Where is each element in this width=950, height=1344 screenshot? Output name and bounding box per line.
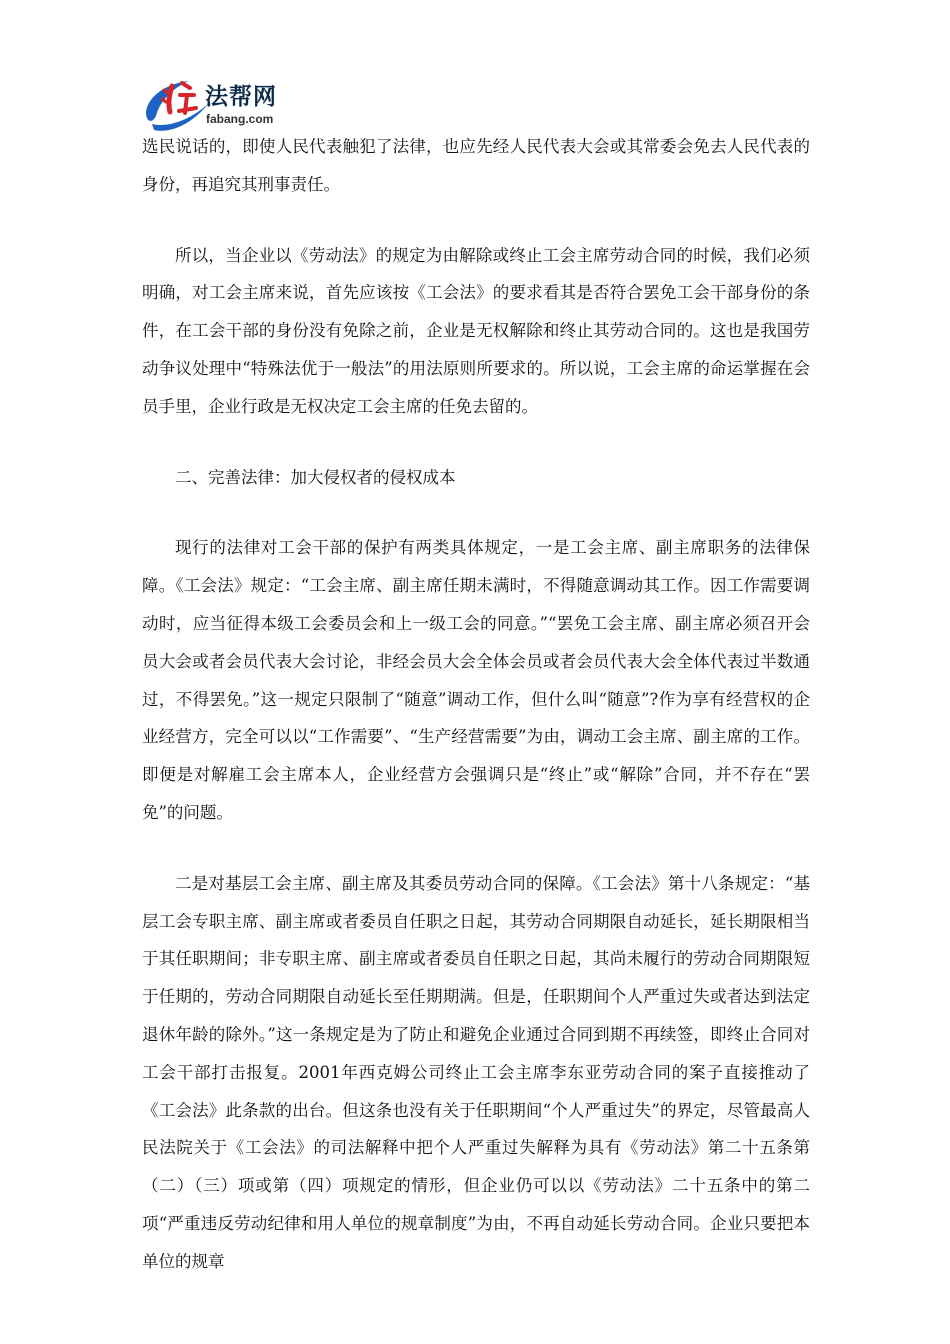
paragraph-union-chair-conclusion: 所以，当企业以《劳动法》的规定为由解除或终止工会主席劳动合同的时候，我们必须明确，对工会主席来说，首先应该按《工会法》的要求看其是否符合罢免工会干部身份的条件，在工会干部的身份没有免除之前，企业是无权解除和终止其劳动合同的。这也是我国劳动争议处理中“特殊法优于一般法”的用法原则所要求的。所以说，工会主席的命运掌握在会员手里，企业行政是无权决定工会主席的任免去留的。 (142, 245, 810, 416)
paragraph-continuation: 选民说话的，即使人民代表触犯了法律，也应先经人民代表大会或其常委会免去人民代表的身份，再追究其刑事责任。 (142, 137, 810, 194)
logo-url: fabang.com (206, 112, 274, 126)
paragraph-contract-guarantee: 二是对基层工会主席、副主席及其委员劳动合同的保障。《工会法》第十八条规定：“基层工会专职主席、副主席或者委员自任职之日起，其劳动合同期限自动延长，延长期限相当于其任职期间；非专职主席、副主席或者委员自任职之日起，其尚未履行的劳动合同期限短于任期的，劳动合同期限自动延长至任期期满。但是，任职期间个人严重过失或者达到法定退休年龄的除外。”这一条规定是为了防止和避免企业通过合同到期不再续签，即终止合同对工会干部打击报复。2001年西克姆公司终止工会主席李东亚劳动合同的案子直接推动了《工会法》此条款的出台。但这条也没有关于任职期间“个人严重过失”的界定，尽管最高人民法院关于《工会法》的司法解释中把个人严重过失解释为具有《劳动法》第二十五条第（二）（三）项或第（四）项规定的情形，但企业仍可以以《劳动法》二十五条中的第二项“严重违反劳动纪律和用人单位的规章制度”为由，不再自动延长劳动合同。企业只要把本单位的规章 (142, 873, 810, 1271)
section-heading: 二、完善法律：加大侵权者的侵权成本 (175, 467, 456, 487)
logo-name: 法帮网 (205, 84, 277, 110)
document-body (142, 128, 810, 1314)
paragraph-legal-protections: 现行的法律对工会干部的保护有两类具体规定，一是工会主席、副主席职务的法律保障。《工会法》规定：“工会主席、副主席任期未满时，不得随意调动其工作。因工作需要调动时，应当征得本级工会委员会和上一级工会的同意。”“罢免工会主席、副主席必须召开会员大会或者会员代表大会讨论，非经会员大会全体会员或者会员代表大会全体代表过半数通过，不得罢免。”这一规定只限制了“随意”调动工作，但什么叫“随意”?作为享有经营权的企业经营方，完全可以以“工作需要”、“生产经营需要”为由，调动工会主席、副主席的工作。即便是对解雇工会主席本人，企业经营方会强调只是“终止”或“解除”合同，并不存在“罢免”的问题。 (142, 538, 810, 822)
